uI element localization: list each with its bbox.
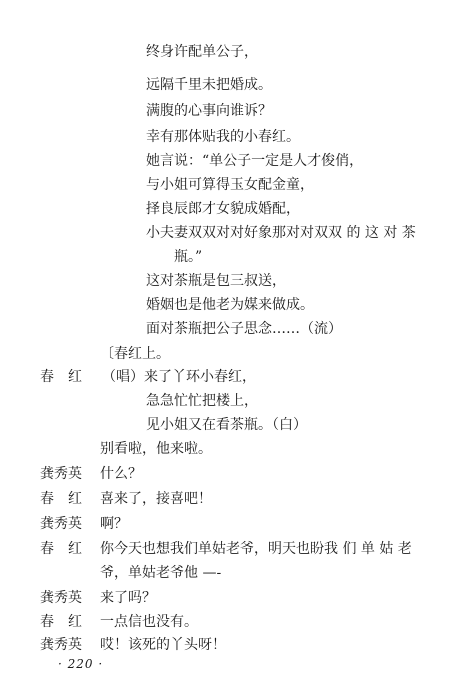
verse-line: 这对茶瓶是包三叔送， [146,273,286,289]
page-number: · 220 · [58,657,104,671]
stage-direction: 〔春红上。 [100,346,170,362]
dialogue-line: 哎！该死的丫头呀！ [100,637,226,653]
speaker-name: 龚秀英 [40,516,82,532]
verse-line: 她言说：“单公子一定是人才俊俏， [146,153,364,169]
dialogue-line: 什么？ [100,466,142,482]
verse-line: 终身许配单公子， [146,44,258,60]
dialogue-line: 啊？ [100,516,128,532]
dialogue-line: 你今天也想我们单姑老爷，明天也盼我 们 单 姑 老 [100,541,412,557]
speaker-name: 龚秀英 [40,637,82,653]
spoken-line: 别看啦，他来啦。 [100,441,212,457]
verse-line: 幸有那体贴我的小春红。 [146,129,300,145]
speaker-name: 春 红 [40,541,82,557]
song-line: 见小姐又在看茶瓶。（白） [146,417,307,433]
speaker-name: 春 红 [40,369,82,385]
dialogue-line-continuation: 爷，单姑老爷他 —- [100,565,222,581]
verse-line: 面对茶瓶把公子思念……（流） [146,321,342,337]
verse-line-continuation: 瓶。” [174,249,203,265]
speaker-name: 龚秀英 [40,590,82,606]
verse-line: 与小姐可算得玉女配金童， [146,177,314,193]
speaker-name: 春 红 [40,491,82,507]
verse-line: 小夫妻双双对对好象那对对双双 的 这 对 茶 [146,225,416,241]
dialogue-line: 一点信也没有。 [100,614,198,630]
verse-line: 远隔千里未把婚成。 [146,77,272,93]
song-line: （唱）来了丫环小春红， [102,369,256,385]
verse-line: 择良辰郎才女貌成婚配， [146,201,300,217]
speaker-name: 龚秀英 [40,466,82,482]
speaker-name: 春 红 [40,614,82,630]
song-line: 急急忙忙把楼上， [146,393,258,409]
verse-line: 婚姻也是他老为媒来做成。 [146,297,314,313]
dialogue-line: 来了吗？ [100,590,156,606]
dialogue-line: 喜来了，接喜吧！ [100,491,212,507]
verse-line: 满腹的心事向谁诉？ [146,103,272,119]
